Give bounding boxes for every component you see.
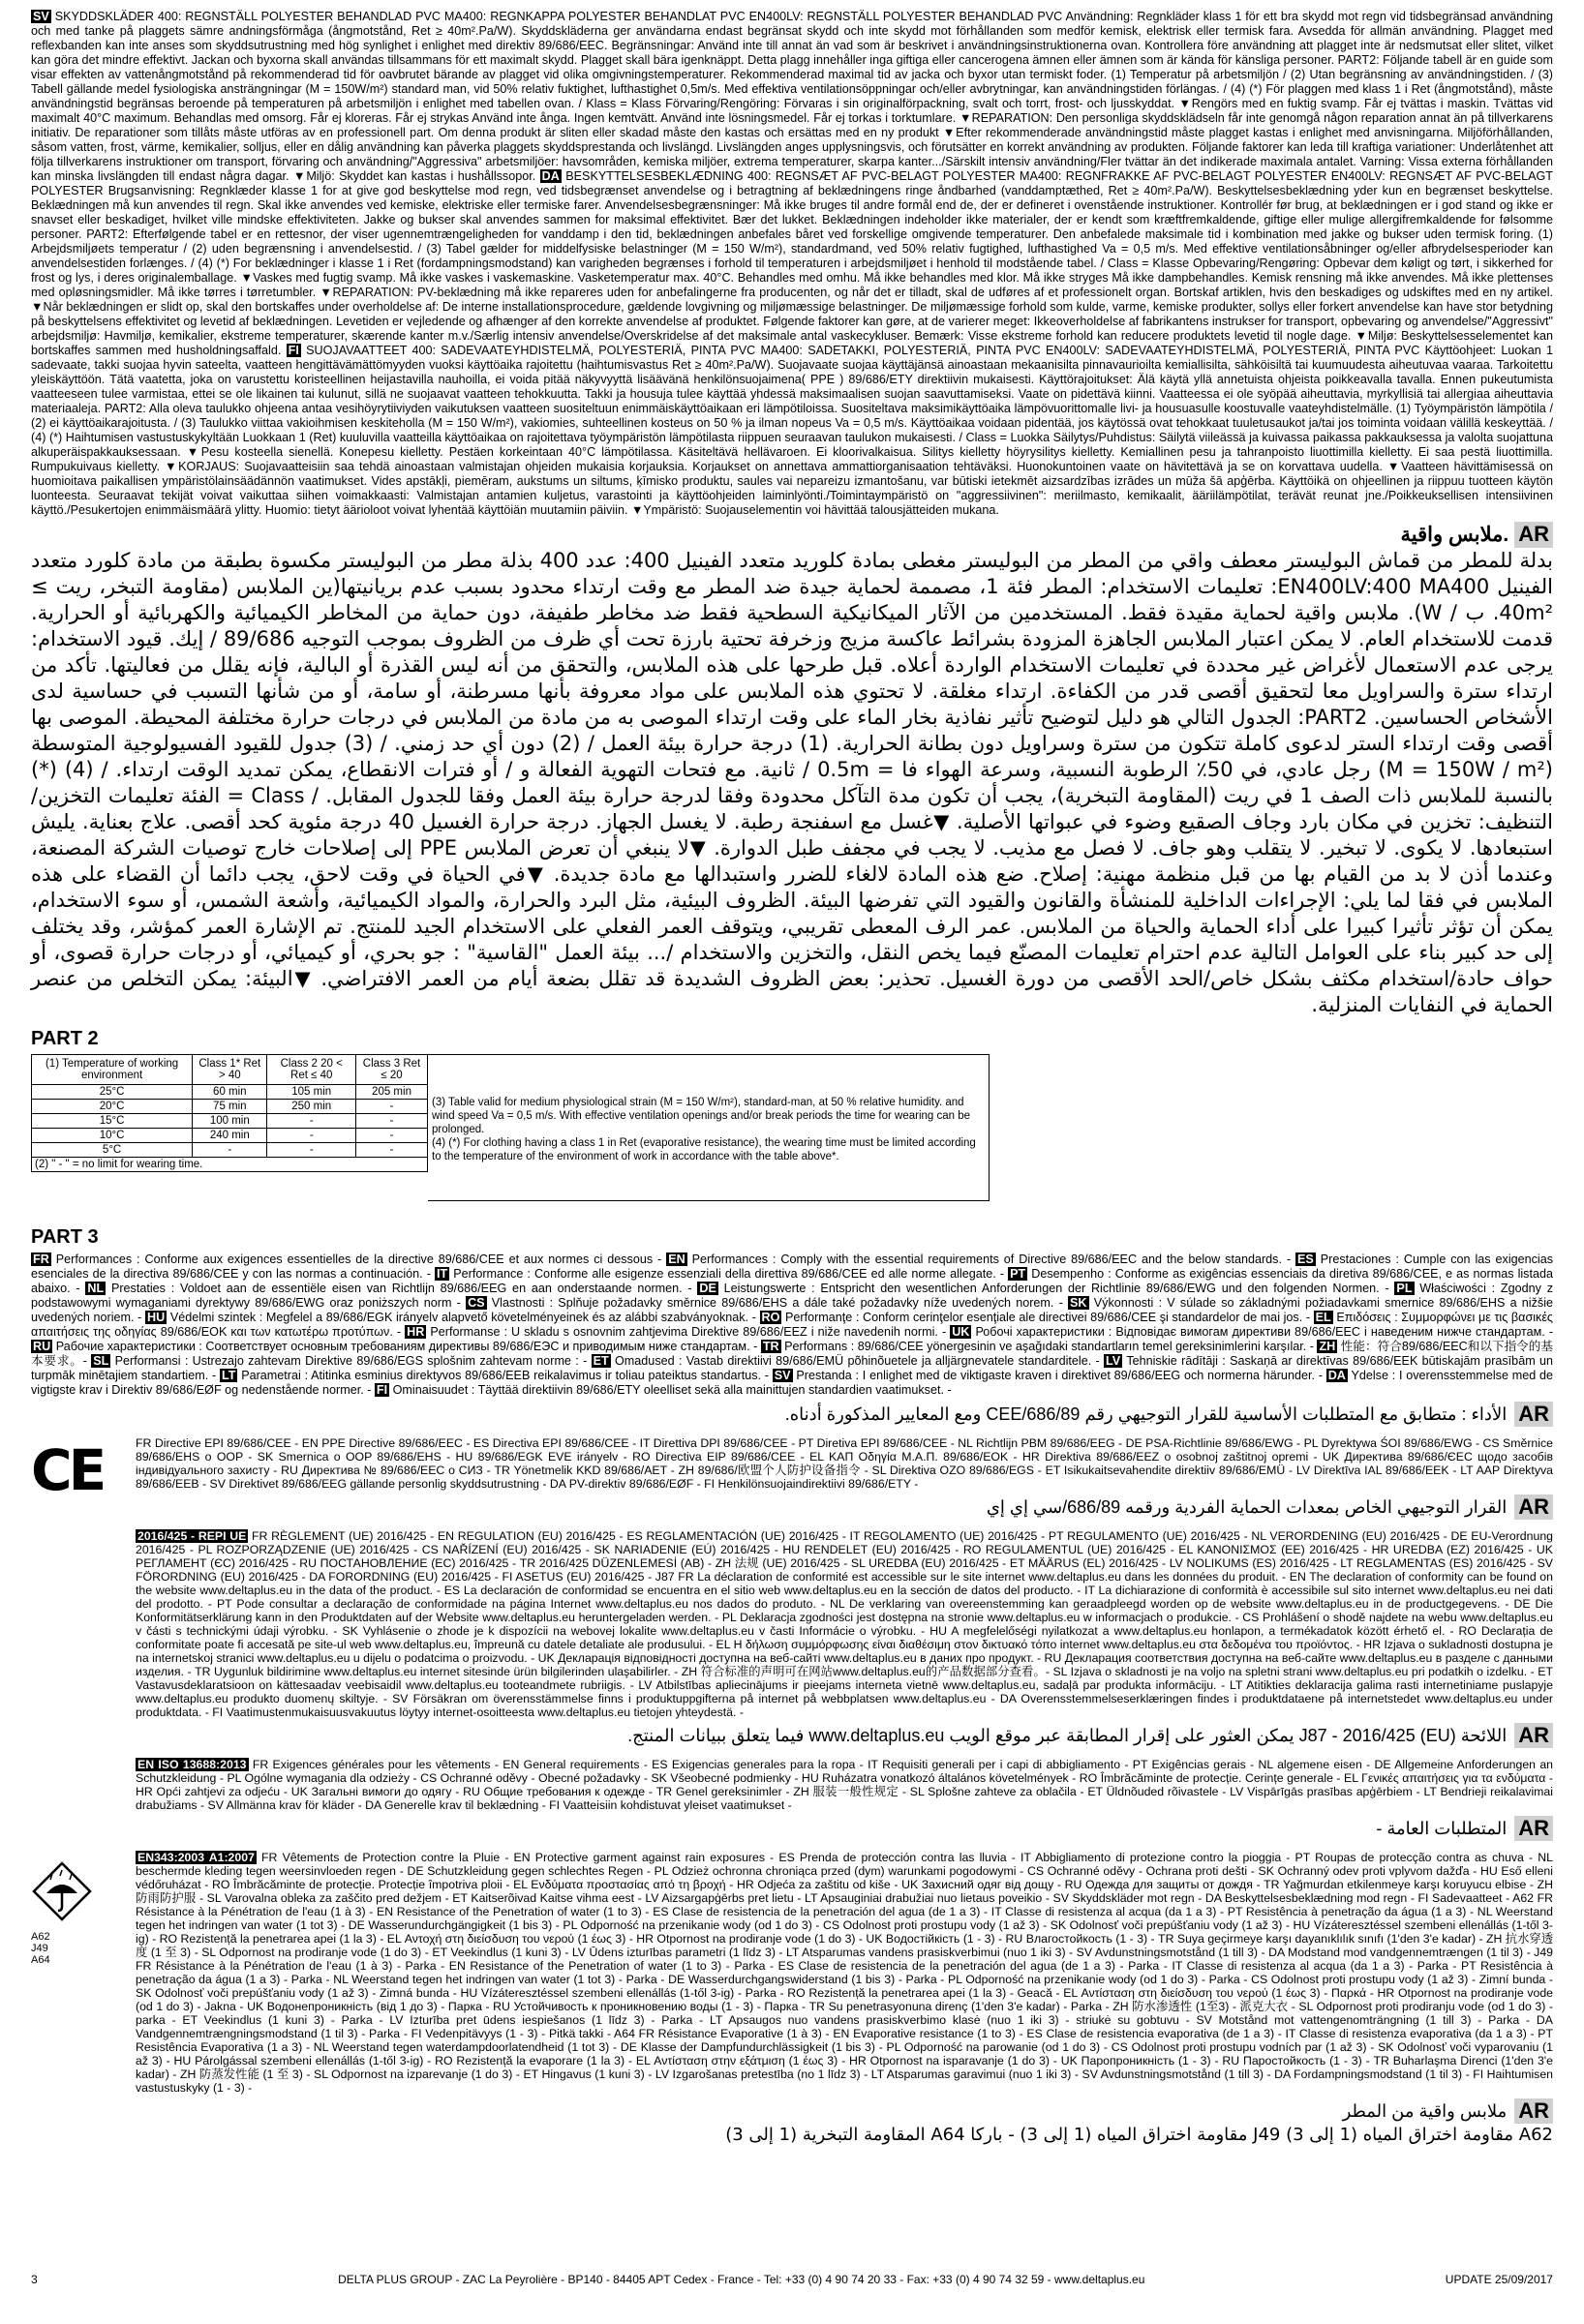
lang-tag: SK xyxy=(1070,1296,1087,1310)
en343-row xyxy=(31,1851,1553,2147)
note-4: (4) (*) For clothing having a class 1 in Ret (evaporative resistance), the wearing time must be limited according to the temperature of the environment of work in accordance with the table above*. xyxy=(432,1137,976,1162)
lang-tag: TR xyxy=(762,1340,779,1353)
sv-instructions: SKYDDSKLÄDER 400: REGNSTÄLL POLYESTER BEHANDLAD PVC MA400: REGNKAPPA POLYESTER BEHANDLAT PVC EN400LV: REGNSTÄLL POLYESTER BEHANDLAD PVC Användning: Regnkläder klass 1 för ett bra skydd mot regn vid tidsbegränsad användning och med tanke på plaggets sämre andningsförmåga (ångmotstånd, Ret ≥ 40m².Pa/W). Skyddskläderna ger användarna endast begränsat skydd och inte skydd mot förhållanden som medför kemisk, elektrisk eller termisk fara. Avsedda för allmän användning. Plagget med reflexbanden kan inte anses som skyddsutrustning med hög synlighet i enlighet med direktiv 89/686/EEC. Begränsningar: Använd inte till annat än vad som är beskrivet i användningsinstruktionerna ovan. Kontrollera före användning att plagget inte är nedsmutsat eller slitet, vilket kan göra det mindre effektivt. Jackan och byxorna skall användas tillsammans för ett maximalt skydd. Plagget skall bära igenknäppt. Detta plagg innehåller inga giftiga eller cancerogena ämnen eller ämnen som är kända för känsliga personer. PART2: Följande tabell är en guide som visar effekten av vattenångmotstånd på rekommenderad tid för oavbrutet bärande av plagget vid olika omgivningstemperaturer. Rekommenderad maximal tid av jacka och byxor utan termiskt foder. (1) Temperatur på arbetsmiljön / (2) Utan begränsning av användningstiden. / (3) Tabell gällande medel fysiologiska ansträngningar (M = 150W/m²) standard man, vid 50% relativ fuktighet, lufthastighet 0,5m/s. Med effektiva ventilationsöppningar och/eller avbrytningar, kan användningstiden förlängas. / (4) (*) För plaggen med klass 1 i Ret (ångmotstånd), måste användningstid begränsas beroende på temperaturen på arbetsmiljön i enlighet med tabellen ovan. / Klass = Klass Förvaring/Rengöring: Förvaras i sin originalförpackning, svalt och torrt, frost- och ljusskyddat. ▼Rengörs med en fuktig svamp. Får ej tvättas i maskin. Tvättas vid maximalt 40°C maximum. Behandlas med omsorg. Får ej kloreras. Får ej strykas Använd inte ånga. Ingen kemtvätt. Använd inte lösningsmedel. Får ej torkas i torktumlare. ▼REPARATION: Den personliga skyddsklädseln får inte genomgå någon reparation annat än på tillverkarens initiativ. De reparationer som tillåts måste utföras av en professionell part. Om denna produkt är sliten eller skadad måste den kastas och ersättas med en ny produkt ▼Efter rekommenderade användningstid måste plagget kastas i enlighet med anvisningarna. Miljöförhållanden, såsom vatten, frost, värme, kemikalier, solljus, eller en dålig användning kan påverka plaggets skyddsprestanda och livslängd. Livslängden anges upplysningsvis, och förutsätter en korrekt användning av produkten. Följande faktorer kan leda till kraftiga variationer: Underlåtenhet att följa tillverkarens instruktioner om transport, förvaring och användning/"Aggressiva" arbetsmiljöer: havsområden, kemiska miljöer, extrema temperaturer, skarpa kanter.../Särskilt intensiv användning/Fler tvättar än det indikerade maximala antalet. Varning: Vissa externa förhållanden kan minska livslängden till endast några dagar. ▼Miljö: Skyddet kan kastas i hushållssopor. xyxy=(31,10,1553,183)
regulation-ar-text: اللائحة J87 - 2016/425 (EU) يمكن العثور على إقرار المطابقة عبر موقع الويب www.deltaplus.eu فيما يتعلق ببيانات المنتج. xyxy=(627,1726,1508,1745)
directive-row xyxy=(31,1436,1553,1520)
table-header: (1) Temperature of working environment xyxy=(32,1055,193,1085)
ar-instructions: بدلة للمطر من قماش البوليستر معطف واقي من المطر من البوليستر مغطى بمادة كلوريد متعدد الفينيل 400: عدد 400 بذلة مطر من البوليستر مكسوة بطبقة من مادة كلورد متعدد الفينيل EN400LV:400 MA400: تعليمات الاستخدام: المطر فئة 1، مصممة لحماية جيدة ضد المطر مع وقت ارتداء محدود بسبب عدم بريانيتها(ين الملابس (مقاومة التبخر، ريت ≥ 40m². ب / W). ملابس واقية لحماية مقيدة فقط. المستخدمين من الآثار الميكانيكية السطحية فقط ضد مخاطر طفيفة، دون حماية من المخاطر الكيميائية والكهربائية أو الحرارية. قدمت للاستخدام العام. لا يمكن اعتبار الملابس الجاهزة المزودة بشرائط عاكسة مزيج وزخرفة تحتية بارزة تحت أي ظرف من الظروف بموجب التوجيه 89/686 / إيك. قيود الاستخدام: يرجى عدم الاستعمال لأغراض غير محددة في تعليمات الاستخدام الواردة أعلاه. قبل طرحها على هذه الملابس، والتحقق من أنه ليس القذرة أو البالية، فإنه يقلل من فعاليتها. تأكد من ارتداء سترة والسراويل معا لتحقيق أقصى قدر من الكفاءة. ارتداء مغلقة. لا تحتوي هذه الملابس على مواد معروفة بأنها مسرطنة، أو سامة، أو من شأنها التسبب في حساسية لدى الأشخاص الحساسين. PART2: الجدول التالي هو دليل لتوضيح تأثير نفاذية بخار الماء على وقت ارتداء الموصى به من مادة من الملابس في درجات حرارة مختلفة المحيطة. الموصى بها أقصى وقت ارتداء الستر لدعوى كاملة تتكون من سترة وسراويل دون بطانة الحرارية. (1) درجة حرارة بيئة العمل / (2) دون أي حد زمني. / (3) جدول للقيود الفسيولوجية المتوسطة (M = 150W / m²) رجل عادي، في 50٪ الرطوبة النسبية، وسرعة الهواء فا = 0.5m / ثانية. مع فتحات التهوية الفعالة و / أو فترات الانقطاع، يمكن تمديد الوقت ارتداء. / (4) (*) بالنسبة للملابس ذات الصف 1 في ريت (المقاومة التبخرية)، يجب أن تكون مدة التآكل محدودة وفقا لدرجة حرارة بيئة العمل وفقا للجدول المقابل. / Class = الفئة تعليمات التخزين/التنظيف: تخزين في مكان بارد وجاف الصقيع وضوء في عبواتها الأصلية. ▼غسل مع اسفنجة رطبة. لا يغسل الجهاز. درجة حرارة الغسيل 40 درجة مئوية كحد أقصى. علاج بعناية. يليش استبعادها. لا يكوى. لا تبخير. لا يتقلب وهو جاف. لا فصل مع مذيب. لا يجب في مجفف طبل الدوارة. ▼لا ينبغي أن تعرض الملابس PPE إلى إصلاحات خارج توصيات الشركة المصنعة، وعندما أذن لا بد من القيام بها من قبل منظمة مهنية: إصلاح. ضع هذه المادة لالغاء للضرر واستبدالها مع مادة جديدة. ▼في الحياة في وقت لاحق، يجب دائما أن القضاء على هذه الملابس في فقا لما يلي: الإجراءات الداخلية للمنشأة والقانون والقيود التي تفرضها البيئة. الظروف البيئية، مثل البرد والحرارة، والمواد الكيميائية، وأشعة الشمس، أو سوء الاستخدام، يمكن أن تؤثر تأثيرا كبيرا على أداء الحماية والحياة من الملابس. عمر الرف المعطى تقريبي، ويتوقف العمر الفعلي على الاستخدام الجيد للمنتج. تم الإشارة العمر كمؤشر، وقد يختلف إلى حد كبير بناء على العوامل التالية عدم احترام تعليمات المصنّع فيما يخص النقل، والتخزين والاستخدام /... بيئة العمل "القاسية" : جو بحري، أو كيميائي، أو درجات حرارة قصوى، أو حواف حادة/استخدام مكثف بشكل خاص/الحد الأقصى من دورة الغسيل. تحذير: بعض الظروف الشديدة قد تقلل بضعة أيام من العمر الافتراضي. ▼البيئة: يمكن التخلص من عنصر الحماية في النفايات المنزلية. xyxy=(31,549,1554,1016)
lang-tag: NL xyxy=(87,1282,105,1295)
table-cell: - xyxy=(193,1143,267,1158)
lang-tag: HU xyxy=(146,1311,166,1324)
lang-tag: HR xyxy=(407,1325,425,1339)
ce-mark-icon: CE xyxy=(31,1437,104,1503)
performance-text: Рабочие характеристики : Соответствует основным требованиям директивы 89/686/ЕЭС и приводимым ниже стандартам. - xyxy=(55,1340,761,1353)
regulation-block xyxy=(136,1529,1553,1719)
performance-text: Performans : 89/686/CEE yönergesinin ve aşağıdaki standartların temel gereksinimlerini karşılar. - xyxy=(784,1340,1318,1353)
performance-text: Desempenho : Conforme as exigências essenciais da diretiva 89/686/CEE, e as normas listada abaixo. - xyxy=(31,1267,1553,1295)
ar-heading-row xyxy=(31,522,1553,548)
performance-text: Performansi : Ustrezajo zahtevam Direktive 89/686/EGS splošnim zahtevam norme : - xyxy=(114,1354,592,1368)
performance-text: Védelmi szintek : Megfelel a 89/686/EGK irányelv alapvető követelményeinek és az alábbi szabványoknak. - xyxy=(169,1311,760,1324)
lang-tag: EN xyxy=(668,1253,685,1266)
regulation-ar-row xyxy=(136,1723,1553,1748)
performance-text: Performance : Conforme alle esigenze essenziali della direttiva 89/686/CEE ed alle norme allegate. - xyxy=(453,1267,1009,1281)
table-cell: - xyxy=(267,1114,356,1129)
table-cell: 100 min xyxy=(193,1114,267,1129)
icon-code: J49 xyxy=(31,1943,48,1954)
intro-text-block xyxy=(31,10,1553,518)
table-cell: - xyxy=(356,1143,428,1158)
en343-tag: EN343:2003 A1:2007 xyxy=(137,1851,255,1864)
table-cell: 60 min xyxy=(193,1085,267,1100)
lang-tag-ar: AR xyxy=(1514,1494,1553,1520)
table-cell: 25°C xyxy=(32,1085,193,1100)
en343-block xyxy=(136,1851,1553,2095)
perf-ar-row xyxy=(31,1402,1553,1427)
iso-text: FR Exigences générales pour les vêtements - EN General requirements - ES Exigencias generales para la ropa - IT Requisiti generali per i capi di abbigliamento - PT Exigências gerais - NL algemene eisen - DE Allgemeine Anforderungen an Schutzkleidung - PL Ogólne wymagania dla odzieży - CS Ochranné oděvy - Obecné požadavky - SK Všeobecné podmienky - HU Ruházatra vonatkozó általános követelmények - RO Îmbrăcăminte de protecție. Cerințe generale - EL Γενικές απαιτήσεις για τα ενδύματα - HR Opći zahtjevi za odjeću - UK Загальні вимоги до одягу - RU Общие требования к одежде - TR Genel gereksinimler - ZH 服装一般性规定 - SL Splošne zahteve za oblačila - ET Üldnõuded rõivastele - LV Vispārīgās prasības apģērbiem - LT Bendrieji reikalavimai drabužiams - SV Allmänna krav för kläder - DA Generelle krav til beklædning - FI Vaatteisiin kohdistuvat yleiset vaatimukset - xyxy=(136,1758,1553,1812)
lang-tag: UK xyxy=(952,1325,970,1339)
icon-code: A62 xyxy=(31,1931,50,1943)
iso-ar-text: المتطلبات العامة - xyxy=(1376,1819,1508,1838)
table-cell: - xyxy=(267,1129,356,1143)
company-address: DELTA PLUS GROUP - ZAC La Peyrolière - BP140 - 84405 APT Cedex - France - Tel: +33 (0) 4 90 74 20 33 - Fax: +33 (0) 4 90 74 32 59 - www.deltaplus.eu xyxy=(338,2273,1145,2286)
performance-text: Ominaisuudet : Täyttää direktiivin 89/686/ETY oleelliset sekä alla mainittujen standardien vaatimukset. - xyxy=(392,1383,952,1397)
page-footer xyxy=(31,2273,1553,2286)
table-cell: - xyxy=(267,1143,356,1158)
regulation-text: FR RÈGLEMENT (UE) 2016/425 - EN REGULATION (EU) 2016/425 - ES REGLAMENTACIÓN (UE) 2016/425 - IT REGOLAMENTO (UE) 2016/425 - PT REGULAMENTO (UE) 2016/425 - NL VERORDENING (EU) 2016/425 - DE EU-Verordnung 2016/425 - PL ROZPORZĄDZENIE (UE) 2016/425 - CS NAŘÍZENÍ (EU) 2016/425 - SK NARIADENIE (EÚ) 2016/425 - HU RENDELET (EU) 2016/425 - RO REGULAMENTUL (UE) 2016/425 - EL ΚΑΝΟΝΙΣΜΟΣ (ΕΕ) 2016/425 - HR UREDBA (EZ) 2016/425 - UK РЕГЛАМЕНТ (ЄС) 2016/425 - RU ПОСТАНОВЛЕНИЕ (ЕС) 2016/425 - TR 2016/425 DÜZENLEMESİ (AB) - ZH 法规 (UE) 2016/425 - SL UREDBA (EU) 2016/425 - ET MÄÄRUS (EL) 2016/425 - LV NOLIKUMS (ES) 2016/425 - LT REGLAMENTAS (ES) 2016/425 - SV FÖRORDNING (EU) 2016/425 - DA FORORDNING (EU) 2016/425 - FI ASETUS (EU) 2016/425 - J87 FR La déclaration de conformité est accessible sur le site internet www.deltaplus.eu dans les données du produit. - EN The declaration of conformity can be found on the website www.deltaplus.eu in the data of the product. - ES La declaración de conformidad se encuentra en el sitio web www.deltaplus.eu en la sección de datos del producto. - IT La dichiarazione di conformità è accessibile sul sito internet www.deltaplus.eu nei dati del prodotto. - PT Pode consultar a declaração de conformidade na página Internet www.deltaplus.eu nos dados do produto. - NL De verklaring van overeenstemming kan geraadpleegd worden op de website www.deltaplus.eu in de productgegevens. - DE Die Konformitätserklärung kann in den Produktdaten auf der Website www.deltaplus.eu heruntergeladen werden. - PL Deklaracja zgodności jest dostępna na stronie www.deltaplus.eu w informacjach o produkcie. - CS Prohlášení o shodě najdete na webu www.deltaplus.eu v části s technickými údaji výrobku. - SK Vyhlásenie o zhode je k dispozícii na webovej lokalite www.deltaplus.eu v časti Informácie o výrobku. - HU A megfelelőségi nyilatkozat a www.deltaplus.eu honlapon, a termékadatok között érhető el. - RO Declarația de conformitate poate fi accesată pe site-ul web www.deltaplus.eu, împreună cu datele detaliate ale produsului. - EL Η δήλωση συμμόρφωσης είναι διαθέσιμη στον δικτυακό τόπο internet www.deltaplus.eu στα δεδομένα του προϊόντος. - HR Izjava o sukladnosti dostupna je na internetskoj stranici www.deltaplus.eu u dijelu o podatcima o proizvodu. - UK Декларація відповідності доступна на веб-сайті www.deltaplus.eu в даних про продукт. - RU Декларация соответствия доступна на веб-сайте www.deltaplus.eu в разделе с данными изделия. - TR Uygunluk bildirimine www.deltaplus.eu internet sitesinde ürün bilgilerinden ulaşabilirler. - ZH 符合标准的声明可在网站www.deltaplus.eu的产品数据部分查看。- SL Izjava o skladnosti je na voljo na spletni strani www.deltaplus.eu pri podatkih o izdelku. - ET Vastavusdeklaratsioon on kättesaadav veebisaidil www.deltaplus.eu tooteandmete rubriigis. - LV Atbilstības apliecinājums ir pieejams interneta vietnē www.deltaplus.eu, sadaļā par produkta informāciju. - LT Atitikties deklaracija galima rasti internetiniame puslapyje www.deltaplus.eu produkto duomenų skiltyje. - SV Försäkran om överensstämmelse finns i produktuppgifterna på internet på webbplatsen www.deltaplus.eu - DA Overensstemmelseserklæringen findes i produktdataene på internetstedet www.deltaplus.eu under produktdata. - FI Vaatimustenmukaisuusvakuutus löytyy internet-osoitteesta www.deltaplus.eu tietojen yhteydestä. - xyxy=(136,1529,1554,1719)
fi-instructions: SUOJAVAATTEET 400: SADEVAATEYHDISTELMÄ, POLYESTERIÄ, PINTA PVC MA400: SADETAKKI, POLYESTERIÄ, PINTA PVC EN400LV: SADEVAATEYHDISTELMÄ, POLYESTERIÄ, PINTA PVC Käyttöohjeet: Luokan 1 sadevaate, takki suojaa hyvin sateelta, vaatteen hengittävämättömyyden vuoksi käyttöaika rajoitettu (haihtumisvastus Ret ≥ 40m².Pa/W). Suojavaate suojaa käyttäjänsä ainoastaan mekaanisilta pinnavaurioilta kemiallisilta, sähköisiltä tai kuumuudesta aiheutuvaa vaaraa. Tarkoitettu yleiskäyttöön. Tätä vaatetta, joka on varustettu koristeellinen heijastavilla nauhoilla, ei voida pitää näkyvyyttä lisäävänä henkilönsuojaimena( PPE ) 89/686/ETY direktiivin mukaisesti. Käyttörajoitukset: Älä käytä yllä annetuista ohjeista poikkeavalla tavalla. Ennen pukeutumista vaatteeseen tulee varmistaa, ettei se ole likainen tai kulunut, sillä ne suojaavat vaatteen tehokkuutta. Takki ja housuja tulee käyttää yhdessä maksimaalisen suojan saavuttamiseksi. Vaate on pidettävä kiinni. Vaatteessa ei ole syöpää aiheuttavia, myrkyllisiä tai allergiaa aiheuttavia materiaaleja. PART2: Alla oleva taulukko ohjeena antaa vesihöyrytiiviyden vaikutuksen vaatteen suositeltuun enimmäiskäyttöaikaan eri lämpötiloissa. Suositeltava maksimikäyttöaika lämpövuorittomalle livi- ja housuasulle koostuvalle vaateyhdistelmälle. (1) Työympäristön lämpötila / (2) ei käyttöaikarajoitusta. / (3) Taulukko viittaa vakioihmisen keskiteholla (M = 150 W/m²), vakiomies, suhteellinen kosteus on 50 % ja ilman nopeus Va = 0,5 m/s. Käyttöaikaa voidaan pidentää, jos käytössä ovat tehokkaat tuuletusaukot ja/tai jos toiminta voidaan välillä keskeyttää. / (4) (*) Haihtumisen vastustuskykyltään Luokkaan 1 (Ret) kuuluvilla vaatteilla käyttöaikaa on rajoitettava työympäristön lämpötilasta riippuen seuraavan taulukon mukaisesti. / Class = Luokka Säilytys/Puhdistus: Säilytä viileässä ja kuivassa paikassa pakkauksessa ja valolta suojattuna alkuperäispakkauksessaan. ▼Pesu kosteella sienellä. Konepesu kielletty. Pestäen korkeintaan 40°C lämpötilassa. Käsiteltävä hellävaroen. Ei kloorivalkaisua. Silitys kielletty höyrysilitys kielletty. Kemiallinen pesu ja tahranpoisto liuottimilla kielletty. Ei saa pestä liuottimilla. Rumpukuivaus kielletty. ▼KORJAUS: Suojavaatteisiin saa tehdä ainoastaan valmistajan ohjeiden mukaisia korjauksia. Korjaukset on annettava ammattiorganisaation tehtäväksi. Huonokuntoinen vaate on hävitettävä ja se on korvattava uudella. ▼Vaatteen hävittämisessä on huomioitava paikallisen ympäristölainsäädännön vaatimukset. Vides apstākļi, piemēram, aukstums un siltums, ķīmisko produktu, saules vai nepareizu izmantošanu, var būtiski ietekmēt aizsardzības izrādes un mūža šā apģērba. Käyttöikä on ohjeellinen ja riippuu tuotteen käytön luonteesta. Seuraavat tekijät voivat vaikuttaa siihen voimakkaasti: Valmistajan antamien kuljetus, varastointi ja käyttöohjeiden laiminlyönti./Toimintaympäristö on "aggressiivinen": meriilmasto, kemikaalit, ääriilämpötilat, terävät reunat jne./Poikkeuksellisen intensiivinen käyttö./Pesukertojen enimmäismäärä ylitty. Huomio: tietyt äärioloot voivat lyhentää käyttöiän muutamiin päiviin. ▼Ympäristö: Suojauselementin voi hävittää talousjätteiden mukana. xyxy=(31,344,1554,517)
table-cell: 15°C xyxy=(32,1114,193,1129)
performance-text: Omadused : Vastab direktiivi 89/686/EMÜ põhinõuetele ja alljärgnevatele standarditele. - xyxy=(615,1354,1105,1368)
table-row xyxy=(32,1114,428,1129)
lang-tag-da: DA xyxy=(541,169,560,183)
table-cell: 205 min xyxy=(356,1085,428,1100)
table-cell: - xyxy=(356,1100,428,1114)
ar-heading: ملابس واقية. xyxy=(1400,524,1509,546)
table-row xyxy=(32,1085,428,1100)
performance-text: 性能：符合89/686/EEC和以下指令的基本要求。- xyxy=(31,1340,1553,1368)
ce-mark-col xyxy=(31,1436,118,1520)
lang-tag-ar: AR xyxy=(1514,1816,1553,1841)
rain-icon-col xyxy=(31,1851,118,2147)
page-number: 3 xyxy=(31,2273,38,2286)
performance-text: Επιδόσεις : Συμμορφώνει με τις βασικές απαιτήσεις της οδηγίας 89/686/ΕΟΚ και των κατωτέρω προτύπων. - xyxy=(31,1311,1553,1339)
part2-notes xyxy=(428,1054,990,1201)
performance-text: Робочі характеристики : Відповідає вимогам директиви 89/686/ЕЕС і наведеним нижче стандартам. - xyxy=(975,1325,1554,1339)
manual-page xyxy=(31,10,1553,2294)
lang-tag: CS xyxy=(468,1296,485,1310)
rain-protection-icon xyxy=(31,1860,93,1922)
wearing-time-table xyxy=(31,1054,428,1172)
iso-tag: EN ISO 13688:2013 xyxy=(137,1758,247,1771)
performance-text: Performances : Conforme aux exigences essentielles de la directive 89/686/CEE et aux normes ci dessous - xyxy=(55,1253,667,1266)
table-row xyxy=(32,1158,428,1172)
performance-text: Prestaties : Voldoet aan de essentiële eisen van Richtlijn 89/686/EEG en aan onderstaande normen. - xyxy=(110,1282,698,1295)
table-cell: - xyxy=(356,1114,428,1129)
table-cell: 250 min xyxy=(267,1100,356,1114)
da-instructions: BESKYTTELSESBEKLÆDNING 400: REGNSÆT AF PVC-BELAGT POLYESTER MA400: REGNFRAKKE AF PVC-BELAGT POLYESTER EN400LV: REGNSÆT AF PVC-BELAGT POLYESTER Brugsanvisning: Regnklæder klasse 1 for at give god beskyttelse mod regn, ved tidsbegrænset anvendelse og i betragtning af beklædningens ringe åndbarhed (vanddamptæthed, Ret ≥ 40m².Pa/W). Beskyttelsesbeklædning yder kun en begrænset beskyttelse. Beklædningen må kun anvendes til regn. Skal ikke anvendes ved kemiske, elektriske eller termiske farer. Anvendelsesbegrænsninger: Må ikke bruges til andre formål end de, der er defineret i ovenstående instruktioner. Kontrollér før brug, at beklædningen er i god stand og ikke er snavset eller beskadiget, hvilket ville mindske effektiviteten. Jakke og bukser skal anvendes sammen for maksimal effektivitet. Bær det lukket. Beklædningen indeholder ikke materialer, der er kendt som kræftfremkaldende, giftige eller mulige allergifremkaldende for følsomme personer. PART2: Efterfølgende tabel er en rettesnor, der viser ugennemtrængeligheden for vanddamp i den tid, beklædningen anbefales båret ved forskellige omgivende temperaturer. Den anbefalede maksimale tid i kombination med jakke og bukser uden termisk foring. (1) Arbejdsmiljøets temperatur / (2) uden begrænsning i anvendelsestid. / (3) Tabel gælder for middelfysiske belastninger (M = 150 W/m²), standardmand, ved 50% relativ fugtighed, lufthastighed Va = 0,5 m/s. Med effektive ventilationsåbninger og/eller afbrydelsesperioder kan anvendelsestiden forlænges. / (4) (*) For beklædninger i klasse 1 i Ret (fordampningsmodstand) kan varigheden begrænses i forhold til temperaturen i arbejdsmiljøet i henhold til modstående tabel. / Class = Klasse Opbevaring/Rengøring: Opbevar dem køligt og tørt, i sikkerhed for frost og lys, i deres originalemballage. ▼Vaskes med fugtig svamp. Må ikke vaskes i vaskemaskine. Vasketemperatur max. 40°C. Behandles med omhu. Må ikke behandles med klor. Må ikke stryges Må ikke dampbehandles. Kemisk rensning må ikke anvendes. Må ikke plettenses med opløsningsmidler. Må ikke tørres i tørretumbler. ▼REPARATION: PV-beklædning må ikke repareres uden for anbefalingerne fra producenten, og når det er tilladt, skal de udføres af et professionelt organ. Bortskaf artiklen, hvis den beskadiges og udskiftes med en ny artikel. ▼Når beklædningen er slidt op, skal den bortskaffes under overholdelse af: De interne installationsprocedure, gældende lovgivning og miljømæssige belastninger. De miljømæssige forhold som kulde, varme, kemiske produkter, sollys eller forkert anvendelse kan have stor betydning på beskyttelsens effektivitet og levetid af beklædningen. Levetiden er vejledende og afhænger af den korrekte anvendelse af produktet. Følgende faktorer kan gøre, at de varierer meget: Ikkeoverholdelse af fabrikantens instrukser for transport, opbevaring og anvendelse/"Aggressivt" arbejdsmiljø: Havmiljø, kemikalier, ekstreme temperaturer, skærende kanter m.v./Særlig intensiv anvendelse/Overskridelse af det maksimale antal vaskecykluser. Bemærk: Visse ekstreme forhold kan reducere produktets levetid til nogle dage. ▼Miljø: Beskyttelsesselementet kan bortskaffes sammen med husholdningsaffald. xyxy=(31,169,1554,357)
performance-text: Tehniskie rādītāji : Saskaņā ar direktīvas 89/686/EEK būtiskajām prasībām un turpmāk minētajiem standartiem. - xyxy=(31,1354,1554,1382)
performance-text: Właściwości : Zgodny z podstawowymi wymaganiami dyrektywy 89/686/EWG oraz poniższych norm - xyxy=(31,1282,1553,1310)
regulation-tag: 2016/425 - REPI UE xyxy=(137,1529,247,1543)
table-row xyxy=(32,1100,428,1114)
lang-tag: PL xyxy=(1396,1282,1413,1295)
table-header: Class 1* Ret > 40 xyxy=(193,1055,267,1085)
en343-ar-row xyxy=(136,2098,1553,2124)
en343-ar-text2: A62 مقاومة اختراق المياه (1 إلى 3) J49 مقاومة اختراق المياه (1 إلى 3) - باركا A64 المقاومة التبخرية (1 إلى 3) xyxy=(725,2125,1553,2145)
table-header: Class 2 20 < Ret ≤ 40 xyxy=(267,1055,356,1085)
performance-text: Parametrai : Atitinka esminius direktyvos 89/686/EEB reikalavimus ir toliau pateiktus standartus. - xyxy=(241,1369,773,1382)
directive-text: FR Directive EPI 89/686/CEE - EN PPE Directive 89/686/EEC - ES Directiva EPI 89/686/CEE - IT Direttiva DPI 89/686/CEE - PT Diretiva EPI 89/686/CEE - NL Richtlijn PBM 89/686/EEG - DE PSA-Richtlinie 89/686/EWG - PL Dyrektywa ŚOI 89/686/EWG - CS Směrnice 89/686/EHS o OOP - SK Smernica o OOP 89/686/EHS - HU 89/686/EGK EVE irányelv - RO Directiva EIP 89/686/CEE - EL ΚΑΠ Οδηγία Μ.Α.Π. 89/686/ΕΟΚ - HR Direktiva 89/686/EEZ o osobnoj zaštitnoj opremi - UK Директива 89/686/ЄЕС щодо засобів індивідуального захисту - RU Директива № 89/686/ЕЕС о СИЗ - TR Yönetmelik KKD 89/686/AET - ZH 89/686/欧盟个人防护设备指令 - SL Direktiva OZO 89/686/EGS - ET Isikukaitsevahendite direktiiv 89/686/EMÜ - LV Direktīva IAL 89/686/EEK - LT AAP Direktyva 89/686/EEB - SV Direktivet 89/686/EEG gällande personlig skyddsutrustning - DA PV-direktiv 89/686/EØF - FI Henkilönsuojaindirektiivi 89/686/ETY - xyxy=(136,1436,1553,1491)
directive-ar-text: القرار التوجيهي الخاص بمعدات الحماية الفردية ورقمه 686/89/سي إي إي xyxy=(986,1497,1508,1517)
iso-block xyxy=(136,1758,1553,1812)
lang-tag: RO xyxy=(761,1311,780,1324)
lang-tag-ar: AR xyxy=(1514,1723,1553,1748)
rain-icon-codes xyxy=(31,1931,118,1966)
lang-tag: EL xyxy=(1315,1311,1331,1324)
lang-tag: ET xyxy=(593,1354,609,1368)
performance-text: Performanse : U skladu s osnovnim zahtjevima Direktive 89/686/EEZ i niže navedenih normi. - xyxy=(430,1325,951,1339)
lang-tag-ar: AR xyxy=(1514,522,1553,548)
perf-ar-text: الأداء : متطابق مع المتطلبات الأساسية للقرار التوجيهي رقم CEE/686/89 ومع المعايير المذكورة أدناه. xyxy=(784,1404,1508,1424)
note-3: (3) Table valid for medium physiological strain (M = 150 W/m²), standard-man, at 50 % relative humidity. and wind speed Va = 0,5 m/s. With effective ventilation openings and/or break periods the time for wearing can be prolonged. xyxy=(432,1097,971,1135)
lang-tag: IT xyxy=(436,1267,448,1281)
lang-tag: PT xyxy=(1010,1267,1026,1281)
lang-tag-ar: AR xyxy=(1514,2098,1553,2124)
iso-ar-row xyxy=(136,1816,1553,1841)
table-cell: 75 min xyxy=(193,1100,267,1114)
lang-tag: SV xyxy=(774,1369,791,1382)
lang-tag: RU xyxy=(33,1340,51,1353)
lang-tag: FR xyxy=(33,1253,49,1266)
table-header: Class 3 Ret ≤ 20 xyxy=(356,1055,428,1085)
table-row xyxy=(32,1129,428,1143)
performance-text: Vlastnosti : Splňuje požadavky směrnice 89/686/EHS a dále také požadavky níže uvedených norem. - xyxy=(491,1296,1069,1310)
lang-tag: SL xyxy=(93,1354,109,1368)
table-cell: 20°C xyxy=(32,1100,193,1114)
lang-tag: ES xyxy=(1297,1253,1314,1266)
lang-tag: DE xyxy=(699,1282,716,1295)
regulation-row xyxy=(31,1529,1553,1748)
table-cell: 5°C xyxy=(32,1143,193,1158)
directive-ar-row xyxy=(136,1494,1553,1520)
lang-tag: ZH xyxy=(1319,1340,1336,1353)
performance-text: Leistungswerte : Entspricht den wesentlichen Anforderungen der Richtlinie 89/686/EWG und den folgenden Normen. - xyxy=(723,1282,1395,1295)
performance-text: Prestaciones : Cumple con las exigencias esenciales de la directiva 89/686/CEE y con las normas a continuación. - xyxy=(31,1253,1554,1281)
lang-tag: DA xyxy=(1327,1369,1346,1382)
table-row xyxy=(32,1143,428,1158)
part2-title: PART 2 xyxy=(31,1028,99,1049)
table-cell: - xyxy=(356,1129,428,1143)
performance-text: Výkonnosti : V súlade so základnými požiadavkami smernice 89/686/EHS a nižšie uvedených noriem. - xyxy=(31,1296,1553,1324)
lang-tag: FI xyxy=(376,1383,388,1397)
icon-code: A64 xyxy=(31,1954,50,1966)
en343-ar-text1: ملابس واقية من المطر xyxy=(1342,2101,1508,2121)
table-cell: 105 min xyxy=(267,1085,356,1100)
lang-tag: LV xyxy=(1106,1354,1121,1368)
table-cell: 10°C xyxy=(32,1129,193,1143)
performance-text: Ydelse : I overensstemmelse med de vigtigste krav i Direktiv 89/686/EØF og nedenstående normer. - xyxy=(31,1369,1553,1397)
performance-text: Performanţe : Conform cerinţelor esenţiale ale directivei 89/686/CEE şi standardelor de mai jos. - xyxy=(785,1311,1314,1324)
table-cell: 240 min xyxy=(193,1129,267,1143)
iso-row xyxy=(31,1758,1553,1841)
part2-section xyxy=(31,1054,1553,1201)
lang-tag: LT xyxy=(221,1369,236,1382)
lang-tag-ar: AR xyxy=(1514,1402,1553,1427)
en343-text: FR Vêtements de Protection contre la Pluie - EN Protective garment against rain exposures - ES Prenda de protección contra las lluvia - IT Abbigliamento di protezione contro la pioggia - PT Roupas de protecção contra as chuva - NL beschermde kleding tegen weersinvloeden regen - DE Schutzkleidung gegen schlechtes Regen - PL Odzież ochronna chroniąca przed (dym) warunkami pogodowymi - CS Ochranné oděvy - Ochrana proti dešti - SK Ochranný odev proti vplyvom dažďa - HU Eső elleni védőruházat - RO Îmbrăcăminte de protecție. Protecție împotriva ploii - EL Ενδύματα προστασίας από τη βροχή - HR Odjeća za zaštitu od kiše - UK Захисний одяг від дощу - RU Одежда для защиты от дождя - TR Yağmurdan etkilenmeye karşı koruyucu elbise - ZH 防雨防护服 - SL Varovalna obleka za zaščito pred dežjem - ET Kaitserõivad Kaitse vihma eest - LV Aizsargapģērbs pret lietu - LT Apsauginiai drabužiai nuo lietaus poveikio - SV Skyddskläder mot regn - DA Beskyttelsesbeklædning mod regn - FI Sadevaatteet - A62 FR Résistance à la Pénétration de l'eau (1 à 3) - EN Resistance of the Penetration of water (1 to 3) - ES Clase de resistencia de la penetración del agua (de 1 a 3) - IT Classe di resistenza al acqua (da 1 a 3) - PT Resistência à penetração da água (1 a 3) - NL Weerstand tegen het indringen van water (1 tot 3) - DE Wasserundurchgängigkeit (1 bis 3) - PL Odporność na przenikanie wody (od 1 do 3) - CS Odolnost proti prostupu vody (1 až 3) - SK Odolnosť voči prepúšťaniu vody (1 až 3) - HU Vízáteresztéssel szembeni ellenállás (1-től 3-ig) - RO Rezistență la penetrarea apei (1 la 3) - EL Αντοχή στη διείσδυση του νερού (1 έως 3) - HR Otpornost na prodiranje vode (1 do 3) - UK Водостійкість (1 - 3) - RU Влагостойкость (1 - 3) - TR Suya geçirmeye karşı dayanıklılık sınıfı (1'den 3'e kadar) - ZH 抗水穿透度 (1 至 3) - SL Odpornost na prodiranje vode (1 do 3) - ET Veekindlus (1 kuni 3) - LV Ūdens izturības parametri (1 līdz 3) - LT Atsparumas vandens prasiskverbimui (nuo 1 iki 3) - SV Avdunstningsmotstånd (1 till 3) - DA Modstand mod vandgennemtrængen (1 til 3) - J49 FR Résistance à la Pénétration de l'eau (1 à 3) - Parka - EN Resistance of the Penetration of water (1 to 3) - Parka - ES Clase de resistencia de la penetración del agua (de 1 a 3) - Parka - IT Classe di resistenza al acqua (da 1 a 3) - Parka - PT Resistência à penetração da água (1 a 3) - Parka - NL Weerstand tegen het indringen van water (1 tot 3) - Parka - DE Wasserdurchgangswiderstand (1 bis 3) - Parka - PL Odporność na przenikanie wody (od 1 do 3) - Parka - CS Odolnost proti prostupu vody (1 až 3) - Zimní bunda - SK Odolnosť voči prepúšťaniu vody (1 až 3) - Zimná bunda - HU Vízáteresztéssel szembeni ellenállás (1-től 3-ig) - Parka - RO Rezistență la penetrarea apei (1 la 3) - Geacă - EL Αντίσταση στη διείσδυση του νερού (1 έως 3) - Παρκά - HR Otpornost na prodiranje vode (od 1 do 3) - Jakna - UK Водонепроникність (від 1 до 3) - Парка - RU Устойчивость к проникновению воды (1 - 3) - Парка - TR Su penetrasyonuna direnç (1'den 3'e kadar) - Parka - ZH 防水渗透性 (1至3) - 派克大衣 - SL Odpornost proti prodiranju vode (od 1 do 3) - parka - ET Veekindlus (1 kuni 3) - Parka - LV Izturība pret ūdens iespiešanos (1 līdz 3) - Parka - LT Apsaugos nuo vandens prasiskverbimo klasė (nuo 1 iki 3) - striukė su gobtuvu - SV Motstånd mot vattengenomträngning (1 till 3) - Parka - DA Vandgennemtrængningsmodstand (1 til 3) - Parka - FI Vedenpitävyys (1 - 3) - Pitkä takki - A64 FR Résistance Evaporative (1 à 3) - EN Evaporative resistance (1 to 3) - ES Clase de resistencia evaporativa (de 1 a 3) - IT Classe di resistenza evaporativa (da 1 a 3) - PT Resistência Evaporativa (1 a 3) - NL Weerstand tegen waterdampdoorlatendheid (1 tot 3) - DE Klasse der Dampfundurchlässigkeit (1 bis 3) - PL Odporność na parowanie (od 1 do 3) - CS Odolnost proti prostupu vodních par (1 až 3) - SK Odolnosť voči vyparovaniu (1 až 3) - HU Párolgással szembeni ellenállás (1-től 3-ig) - RO Rezistență la evaporare (1 la 3) - EL Αντίσταση στην εξάτμιση (1 έως 3) - HR Otpornost na isparavanje (1 do 3) - UK Паропроникність (1 - 3) - RU Паростойкость (1 - 3) - TR Buharlaşma Direnci (1'den 3'e kadar) - ZH 防蒸发性能 (1 至 3) - SL Odpornost na izparevanje (1 do 3) - ET Hingavus (1 kuni 3) - LV Izgarošanas pretestība (no 1 līdz 3) - LT Atsparumas garavimui (nuo 1 iki 3) - SV Avdunstningsmotstånd (1 till 3) - DA Fordampningsmodstand (1 til 3) - FI Haihtumisen vastustuskyky (1 - 3) - xyxy=(136,1851,1553,2095)
performance-block xyxy=(31,1253,1553,1398)
part3-title: PART 3 xyxy=(31,1226,99,1248)
table-footnote: (2) " - " = no limit for wearing time. xyxy=(32,1158,428,1172)
update-date: UPDATE 25/09/2017 xyxy=(1445,2273,1553,2286)
lang-tag-sv: SV xyxy=(33,10,49,23)
performance-text: Performances : Comply with the essential requirements of Directive 89/686/EEC and the below standards. - xyxy=(691,1253,1296,1266)
lang-tag-fi: FI xyxy=(288,344,299,357)
performance-text: Prestanda : I enlighet med de viktigaste kraven i direktivet 89/686/EEG och normerna härunder. - xyxy=(796,1369,1326,1382)
